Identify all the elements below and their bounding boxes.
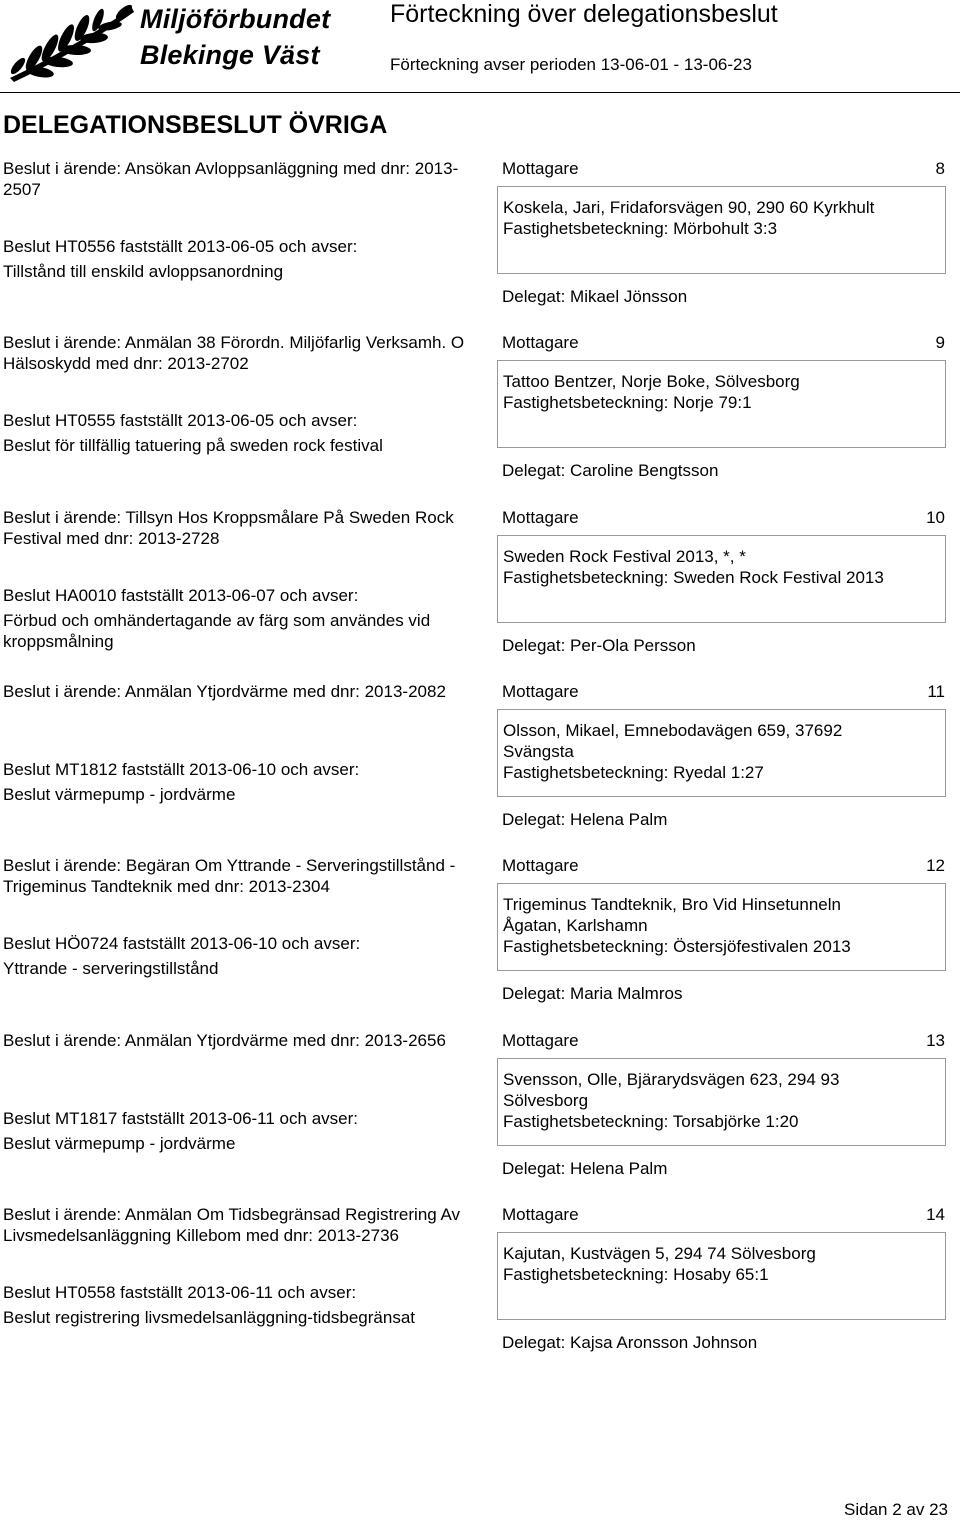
case-description: Beslut i ärende: Ansökan Avloppsanläggning med dnr: 2013-2507 — [3, 159, 459, 199]
entry-number: 8 — [935, 159, 945, 178]
recipient-line: Koskela, Jari, Fridaforsvägen 90, 290 60 Kyrkhult — [503, 198, 875, 217]
recipient-line: Fastighetsbeteckning: Sweden Rock Festival 2013 — [503, 568, 884, 587]
delegat-text: Delegat: Helena Palm — [502, 810, 668, 829]
decision-entry — [0, 1204, 960, 1374]
recipient-header — [502, 681, 945, 702]
decision-entry — [0, 332, 960, 502]
recipient-line: Fastighetsbeteckning: Östersjöfestivalen 2013 — [503, 937, 851, 956]
recipient-header — [502, 1204, 945, 1225]
recipient-label: Mottagare — [502, 1031, 579, 1050]
organization-name-line2: Blekinge Väst — [140, 40, 320, 70]
decision-subject: Beslut registrering livsmedelsanläggning-tidsbegränsat — [3, 1308, 416, 1327]
recipient-line: Svensson, Olle, Bjärarydsvägen 623, 294 93 — [503, 1070, 840, 1089]
entry-number: 9 — [935, 333, 945, 352]
entry-number: 14 — [926, 1205, 945, 1224]
recipient-label: Mottagare — [502, 856, 579, 875]
recipient-label: Mottagare — [502, 1205, 579, 1224]
decision-subject: Tillstånd till enskild avloppsanordning — [3, 262, 284, 281]
decision-text — [3, 759, 485, 805]
recipient-header — [502, 507, 945, 528]
decision-text — [3, 236, 485, 282]
recipient-line: Ågatan, Karlshamn — [503, 916, 648, 935]
organization-name-line1: Miljöförbundet — [140, 4, 331, 34]
recipient-line: Sweden Rock Festival 2013, *, * — [503, 547, 746, 566]
decision-reference: Beslut HT0558 fastställt 2013-06-11 och avser: — [3, 1283, 357, 1302]
delegat-text: Delegat: Helena Palm — [502, 1159, 668, 1178]
decision-entry — [0, 855, 960, 1025]
case-description: Beslut i ärende: Begäran Om Yttrande - Serveringstillstånd - Trigeminus Tandteknik med dnr: 2013-2304 — [3, 856, 456, 896]
recipient-header — [502, 158, 945, 179]
case-description: Beslut i ärende: Anmälan Ytjordvärme med dnr: 2013-2082 — [3, 682, 446, 701]
decision-subject: Beslut för tillfällig tatuering på sweden rock festival — [3, 436, 383, 455]
recipient-line: Fastighetsbeteckning: Torsabjörke 1:20 — [503, 1112, 799, 1131]
document-title: Förteckning över delegationsbeslut — [390, 0, 778, 28]
decision-entry — [0, 158, 960, 328]
delegat-text: Delegat: Mikael Jönsson — [502, 287, 688, 306]
recipient-line: Trigeminus Tandteknik, Bro Vid Hinsetunneln — [503, 895, 841, 914]
decision-text — [3, 585, 485, 652]
recipient-label: Mottagare — [502, 159, 579, 178]
recipient-label: Mottagare — [502, 508, 579, 527]
case-description: Beslut i ärende: Anmälan Om Tidsbegränsad Registrering Av Livsmedelsanläggning Killebom med dnr: 2013-2736 — [3, 1205, 461, 1245]
recipient-line: Tattoo Bentzer, Norje Boke, Sölvesborg — [503, 372, 800, 391]
delegat-text: Delegat: Per-Ola Persson — [502, 636, 696, 655]
decision-entry — [0, 681, 960, 851]
recipient-line: Kajutan, Kustvägen 5, 294 74 Sölvesborg — [503, 1244, 816, 1263]
decision-reference: Beslut HA0010 fastställt 2013-06-07 och avser: — [3, 586, 359, 605]
decision-entry — [0, 1030, 960, 1200]
recipient-box — [497, 535, 946, 623]
decision-text — [3, 1282, 485, 1328]
recipient-box — [497, 1232, 946, 1320]
decision-reference: Beslut MT1817 fastställt 2013-06-11 och avser: — [3, 1109, 358, 1128]
section-title: DELEGATIONSBESLUT ÖVRIGA — [3, 111, 388, 139]
entry-number: 10 — [926, 508, 945, 527]
recipient-line: Fastighetsbeteckning: Hosaby 65:1 — [503, 1265, 769, 1284]
leaf-branch-logo — [4, 0, 136, 82]
recipient-header — [502, 1030, 945, 1051]
recipient-box — [497, 186, 946, 274]
page-number: Sidan 2 av 23 — [844, 1500, 948, 1519]
entry-number: 13 — [926, 1031, 945, 1050]
recipient-box — [497, 709, 946, 797]
decision-reference: Beslut HÖ0724 fastställt 2013-06-10 och avser: — [3, 934, 361, 953]
recipient-header — [502, 855, 945, 876]
recipient-header — [502, 332, 945, 353]
decision-subject: Beslut värmepump - jordvärme — [3, 785, 236, 804]
header-divider — [0, 92, 960, 93]
recipient-line: Fastighetsbeteckning: Norje 79:1 — [503, 393, 752, 412]
recipient-line: Fastighetsbeteckning: Mörbohult 3:3 — [503, 219, 778, 238]
recipient-box — [497, 883, 946, 971]
recipient-line: Sölvesborg — [503, 1091, 589, 1110]
decision-reference: Beslut HT0556 fastställt 2013-06-05 och avser: — [3, 237, 358, 256]
decision-text — [3, 1108, 485, 1154]
decision-reference: Beslut HT0555 fastställt 2013-06-05 och avser: — [3, 411, 358, 430]
recipient-line: Svängsta — [503, 742, 574, 761]
entry-number: 12 — [926, 856, 945, 875]
entry-number: 11 — [927, 682, 945, 701]
delegat-text: Delegat: Kajsa Aronsson Johnson — [502, 1333, 758, 1352]
decision-text — [3, 410, 485, 456]
recipient-line: Fastighetsbeteckning: Ryedal 1:27 — [503, 763, 764, 782]
recipient-box — [497, 360, 946, 448]
recipient-box — [497, 1058, 946, 1146]
delegat-text: Delegat: Caroline Bengtsson — [502, 461, 719, 480]
recipient-line: Olsson, Mikael, Emnebodavägen 659, 37692 — [503, 721, 843, 740]
decision-subject: Förbud och omhändertagande av färg som användes vid kroppsmålning — [3, 611, 431, 651]
period-text: Förteckning avser perioden 13-06-01 - 13-06-23 — [390, 55, 752, 74]
case-description: Beslut i ärende: Tillsyn Hos Kroppsmålare På Sweden Rock Festival med dnr: 2013-2728 — [3, 508, 454, 548]
delegat-text: Delegat: Maria Malmros — [502, 984, 683, 1003]
decision-text — [3, 933, 485, 979]
decision-entry — [0, 507, 960, 677]
recipient-label: Mottagare — [502, 333, 579, 352]
decision-subject: Beslut värmepump - jordvärme — [3, 1134, 236, 1153]
decision-reference: Beslut MT1812 fastställt 2013-06-10 och avser: — [3, 760, 360, 779]
recipient-label: Mottagare — [502, 682, 579, 701]
decision-subject: Yttrande - serveringstillstånd — [3, 959, 219, 978]
case-description: Beslut i ärende: Anmälan Ytjordvärme med dnr: 2013-2656 — [3, 1031, 446, 1050]
case-description: Beslut i ärende: Anmälan 38 Förordn. Miljöfarlig Verksamh. O Hälsoskydd med dnr: 2013-2702 — [3, 333, 465, 373]
